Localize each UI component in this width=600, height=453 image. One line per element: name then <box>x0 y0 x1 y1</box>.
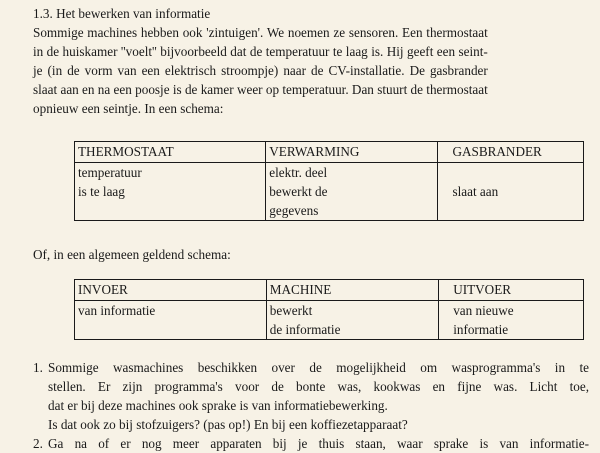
list-line: Sommige wasmachines beschikken over de mogelijkheid om wasprogramma's in te <box>48 360 589 375</box>
cell-line: is te laag <box>78 184 125 199</box>
cell-line: van nieuwe <box>453 303 514 318</box>
cell-line: bewerkt <box>269 303 313 318</box>
header-cell: UITVOER <box>439 280 584 301</box>
exercise-list <box>33 358 589 453</box>
table-row <box>75 163 584 221</box>
table-cell <box>75 301 267 340</box>
intro-line: Sommige machines hebben ook 'zintuigen'. We noemen ze sensoren. Een thermostaat <box>33 25 488 40</box>
list-line: dat er bij deze machines ook sprake is van informatiebewerking. <box>48 398 388 413</box>
table-cell <box>439 301 584 340</box>
table-cell <box>266 163 438 221</box>
general-schema-table <box>74 279 584 340</box>
intro-line: in de huiskamer ''voelt'' bijvoorbeeld dat de temperatuur te laag is. Hij geeft een seint- <box>33 44 488 59</box>
table-header-row <box>75 142 584 163</box>
cell-line: temperatuur <box>78 165 142 180</box>
table-cell <box>75 163 266 221</box>
list-item-number: 1. <box>33 360 43 375</box>
cell-line: slaat aan <box>452 184 499 199</box>
header-cell: THERMOSTAAT <box>75 142 266 163</box>
header-cell: MACHINE <box>266 280 438 301</box>
list-item <box>33 358 589 434</box>
list-line: Is dat ook zo bij stofzuigers? (pas op!) En bij een koffiezetapparaat? <box>48 417 408 432</box>
cell-line: elektr. deel <box>269 165 328 180</box>
table-header-row <box>75 280 584 301</box>
cell-line: van informatie <box>78 303 156 318</box>
cell-line: de informatie <box>269 322 341 337</box>
cell-line: gegevens <box>269 203 319 218</box>
list-item-text <box>48 434 589 453</box>
intro-paragraph <box>33 23 488 118</box>
intro-line: slaat aan en na een poosje is de kamer weer op temperatuur. Dan stuurt de thermostaat <box>33 82 488 97</box>
list-item <box>33 434 589 453</box>
list-item-number: 2. <box>33 436 43 451</box>
section-heading: 1.3. Het bewerken van informatie <box>33 6 211 21</box>
list-line: Ga na of er nog meer apparaten bij je thuis staan, waar sprake is van informatie- <box>48 436 589 451</box>
intro-line: opnieuw een seintje. In een schema: <box>33 101 224 116</box>
header-cell: INVOER <box>75 280 267 301</box>
table-cell <box>438 163 584 221</box>
list-item-text <box>48 358 589 434</box>
table-cell <box>266 301 438 340</box>
list-line: stellen. Er zijn programma's voor de bonte was, kookwas en fijne was. Licht toe, <box>48 379 589 394</box>
cell-line: informatie <box>453 322 509 337</box>
header-cell: GASBRANDER <box>438 142 584 163</box>
intro-line: je (in de vorm van een elektrisch stroompje) naar de CV-installatie. De gasbrander <box>33 63 488 78</box>
middle-text: Of, in een algemeen geldend schema: <box>33 247 231 262</box>
thermostat-schema-table <box>74 141 584 221</box>
cell-line: bewerkt de <box>269 184 328 199</box>
header-cell: VERWARMING <box>266 142 438 163</box>
table-row <box>75 301 584 340</box>
